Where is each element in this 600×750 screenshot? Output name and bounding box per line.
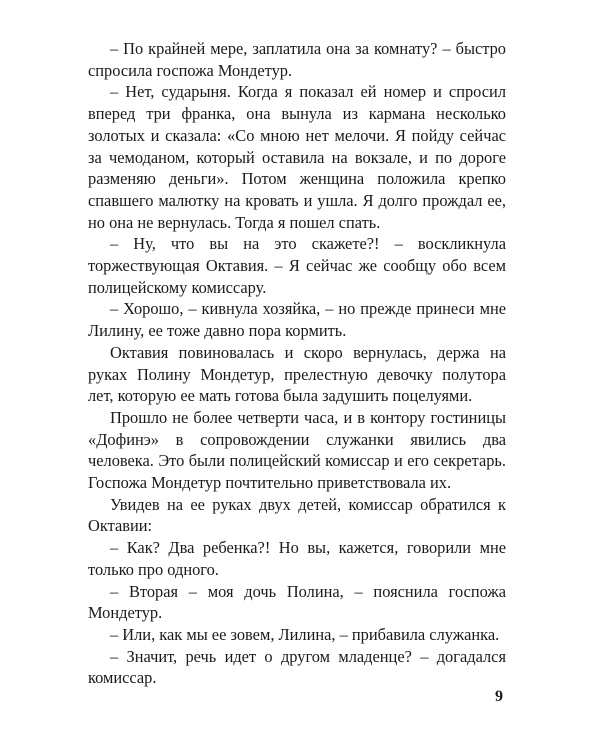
paragraph-10: – Или, как мы ее зовем, Лилина, – прибавила служанка. xyxy=(110,624,500,644)
page-number: 9 xyxy=(495,688,503,705)
paragraph-11: – Значит, речь идет о другом младенце? – догадался комиссар. xyxy=(88,646,506,688)
paragraph-5: Октавия повиновалась и скоро вернулась, держа на руках Полину Мондетур, прелестную девочку полутора лет, которую ее мать готова была задушить поцелуями. xyxy=(88,342,506,406)
paragraph-6: Прошло не более четверти часа, и в контору гостиницы «Дофинэ» в сопровождении служанки явились два человека. Это были полицейский комиссар и его секретарь. Госпожа Мондетур почтительно приветствовала их. xyxy=(88,407,506,493)
paragraph-4: – Хорошо, – кивнула хозяйка, – но прежде принеси мне Лилину, ее тоже давно пора кормить. xyxy=(88,299,506,341)
paragraph-7: Увидев на ее руках двух детей, комиссар обратился к Октавии: xyxy=(88,494,506,536)
paragraph-9: – Вторая – моя дочь Полина, – пояснила госпожа Мондетур. xyxy=(88,581,506,623)
paragraph-3: – Ну, что вы на это скажете?! – воскликнула торжествующая Октавия. – Я сейчас же сообщу обо всем полицейскому комиссару. xyxy=(88,234,506,297)
paragraph-2: – Нет, сударыня. Когда я показал ей номер и спросил вперед три франка, она вынула из кармана несколько золотых и сказала: «Со мною нет мелочи. Я пойду сейчас за чемоданом, который оставила на вокзале, и по дороге разменяю деньги». Потом женщина положила крепко спавшего малютку на кровать и ушла. Я долго прождал ее, но она не вернулась. Тогда я пошел спать. xyxy=(88,82,506,232)
paragraph-8: – Как? Два ребенка?! Но вы, кажется, говорили мне только про одного. xyxy=(88,538,506,579)
paragraph-1: – По крайней мере, заплатила она за комнату? – быстро спросила госпожа Мондетур. xyxy=(88,39,506,80)
page-body-text xyxy=(88,38,506,689)
